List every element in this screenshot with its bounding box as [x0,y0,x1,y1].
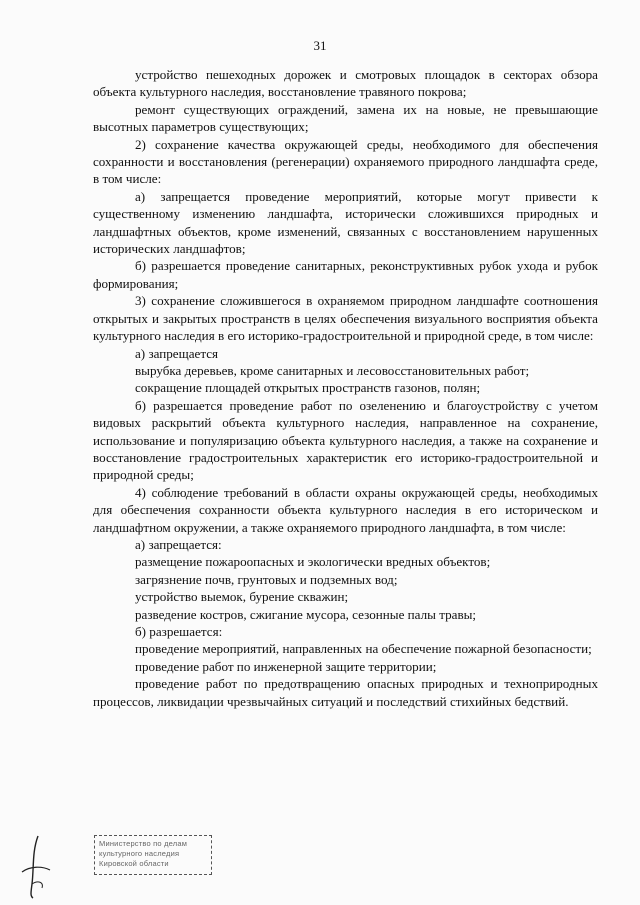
paragraph: 3) сохранение сложившегося в охраняемом природном ландшафте соотношения открытых и закрытых пространств в целях обеспечения визуального восприятия объекта культурного наследия в его историко-градостроительной и природной среде, в том числе: [93,293,598,344]
paragraph: а) запрещается проведение мероприятий, которые могут привести к существенному изменению ландшафта, исторически сложившихся природных и ландшафтных объектов, кроме изменений, связанных с восстановлением нарушенных исторических ландшафтов; [93,188,598,257]
paragraph: сокращение площадей открытых пространств газонов, полян; [135,380,481,396]
paragraph: ремонт существующих ограждений, замена их на новые, не превышающие высотных параметров существующих; [93,101,598,135]
paragraph: проведение работ по инженерной защите территории; [135,658,437,674]
stamp-line: Министерство по делам [99,839,188,848]
paragraph: загрязнение почв, грунтовых и подземных вод; [135,571,398,587]
paragraph: а) запрещается: [135,536,222,552]
paragraph: б) разрешается: [135,624,223,639]
paragraph: размещение пожароопасных и экологически вредных объектов; [135,554,491,570]
handwritten-signature [18,832,54,900]
stamp-line: культурного наследия [99,849,180,858]
paragraph: 2) сохранение качества окружающей среды, необходимого для обеспечения сохранности и восстановления (регенерации) охраняемого природного ландшафта среде, в том числе: [93,136,598,187]
page-number: 31 [313,38,327,53]
stamp-line: Кировской области [99,859,169,868]
paragraph: а) запрещается [135,345,219,361]
paragraph: вырубка деревьев, кроме санитарных и лесовосстановительных работ; [135,362,530,378]
registration-stamp [94,835,212,875]
paragraph: устройство выемок, бурение скважин; [135,589,349,605]
document-body [93,66,598,710]
paragraph: проведение мероприятий, направленных на обеспечение пожарной безопасности; [135,641,592,657]
paragraph: разведение костров, сжигание мусора, сезонные палы травы; [135,606,477,622]
paragraph: б) разрешается проведение санитарных, реконструктивных рубок ухода и рубок формирования; [93,258,598,291]
paragraph: 4) соблюдение требований в области охраны окружающей среды, необходимых для обеспечения сохранности объекта культурного наследия в его историческом и ландшафтном окружении, а также охраняемого природного ландшафта, в том числе: [93,484,598,535]
paragraph: проведение работ по предотвращению опасных природных и техноприродных процессов, ликвидации чрезвычайных ситуаций и последствий стихийных бедствий. [93,676,598,709]
paragraph: устройство пешеходных дорожек и смотровых площадок в секторах обзора объекта культурного наследия, восстановление травяного покрова; [93,67,598,100]
paragraph: б) разрешается проведение работ по озеленению и благоустройству с учетом видовых раскрытий объекта культурного наследия, направленное на сохранение, использование и популяризацию объекта культурного наследия, а также на сохранение и восстановление градостроительных характеристик его историко-градостроительной и природной среды; [93,397,598,483]
